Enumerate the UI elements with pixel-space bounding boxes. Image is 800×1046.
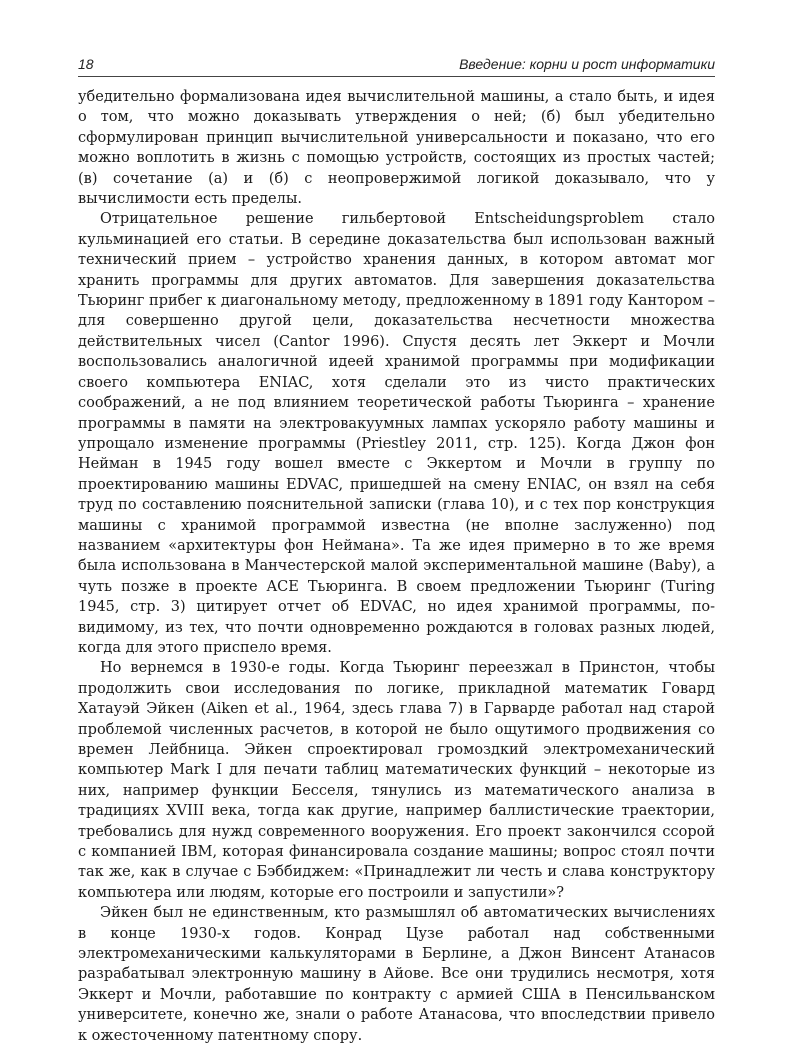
paragraph-1: убедительно формализована идея вычислительной машины, а стало быть, и идея о том, что можно доказывать утверждения о ней; (б) был убедительно сформулирован принцип вычислительной универсальности и показано, что его можно воплотить в жизнь с помощью устройств, состоящих из простых частей; (в) сочетание (а) и (б) с неопровержимой логикой доказывало, что у вычислимости есть пределы. bbox=[78, 89, 715, 208]
paragraph-2: Отрицательное решение гильбертовой Entscheidungsproblem стало кульминацией его статьи. В середине доказательства был использован важный технический прием – устройство хранения данных, в котором автомат мог хранить программы для других автоматов. Для завершения доказательства Тьюринг прибег к диагональному методу, предложенному в 1891 году Кантором – для совершенно другой цели, доказательства несчетности множества действительных чисел (Cantor 1996). Спустя десять лет Эккерт и Мочли воспользовались аналогичной идеей хранимой программы при модификации своего компьютера ENIAC, хотя сделали это из чисто практических соображений, а не под влиянием теоретической работы Тьюринга – хранение программы в памяти на электровакуумных лампах ускоряло работу машины и упрощало изменение программы (Priestley 2011, стр. 125). Когда Джон фон Нейман в 1945 году вошел вместе с Эккертом и Мочли в группу по проектированию машины EDVAC, пришедшей на смену ENIAC, он взял на себя труд по составлению пояснительной записки (глава 10), и с тех пор конструкция машины с хранимой программой известна (не вполне заслуженно) под названием «архитектуры фон Неймана». Та же идея примерно в то же время была использована в Манчестерской малой экспериментальной машине (Baby), а чуть позже в проекте ACE Тьюринга. В своем предложении Тьюринг (Turing 1945, стр. 3) цитирует отчет об EDVAC, но идея хранимой программы, по-видимому, из тех, что почти одновременно рождаются в головах разных людей, когда для этого приспело время. bbox=[78, 211, 715, 656]
running-title: Введение: корни и рост информатики bbox=[459, 56, 715, 72]
page-header bbox=[78, 50, 715, 77]
paragraph-3: Но вернемся в 1930-е годы. Когда Тьюринг переезжал в Принстон, чтобы продолжить свои исследования по логике, прикладной математик Говард Хатауэй Эйкен (Aiken et al., 1964, здесь глава 7) в Гарварде работал над старой проблемой численных расчетов, в которой не было ощутимого продвижения со времен Лейбница. Эйкен спроектировал громоздкий электромеханический компьютер Mark I для печати таблиц математических функций – некоторые из них, например функции Бесселя, тянулись из математического анализа в традициях XVIII века, тогда как другие, например баллистические траектории, требовались для нужд современного вооружения. Его проект закончился ссорой с компанией IBM, которая финансировала создание машины; вопрос стоял почти так же, как в случае с Бэббиджем: «Принадлежит ли честь и слава конструктору компьютера или людям, которые его построили и запустили»? bbox=[78, 660, 715, 901]
page-number: 18 bbox=[78, 56, 94, 72]
page-body bbox=[78, 87, 715, 1046]
paragraph-4: Эйкен был не единственным, кто размышлял об автоматических вычислениях в конце 1930-х годов. Конрад Цузе работал над собственными электромеханическими калькуляторами в Берлине, а Джон Винсент Атанасов разрабатывал электронную машину в Айове. Все они трудились несмотря, хотя Эккерт и Мочли, работавшие по контракту с армией США в Пенсильванском университете, конечно же, знали о работе Атанасова, что впоследствии привело к ожесточенному патентному спору. bbox=[78, 905, 715, 1044]
